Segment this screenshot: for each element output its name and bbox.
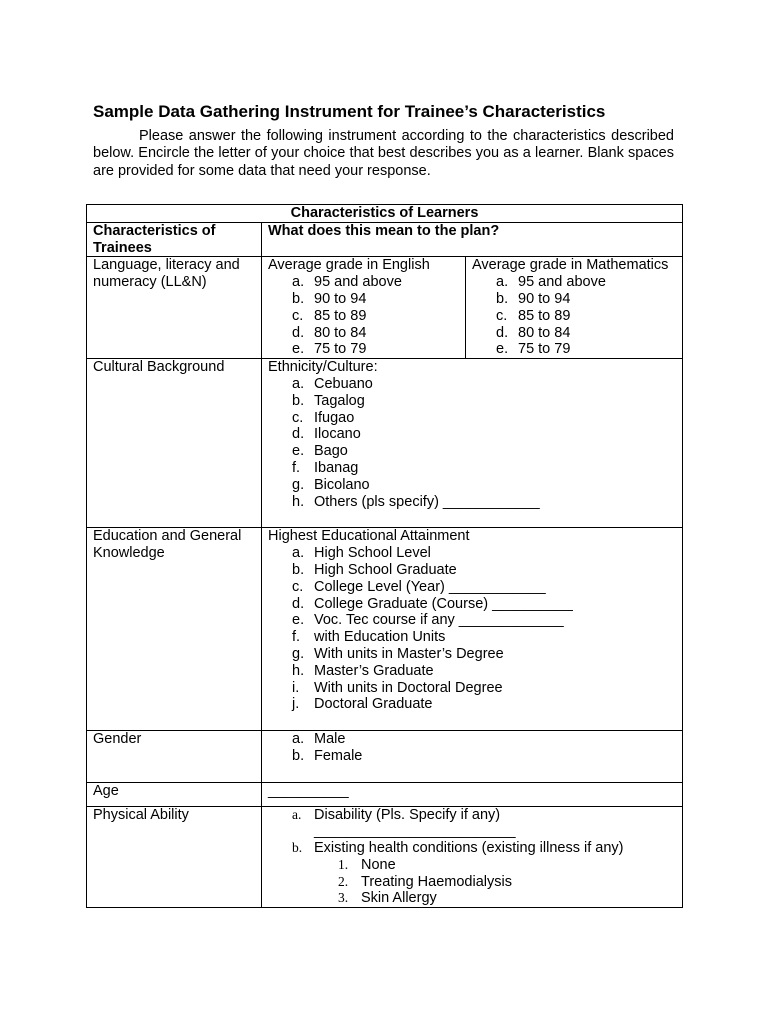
- list-item: [268, 748, 676, 765]
- list-item: [472, 291, 676, 308]
- option-letter: e.: [496, 341, 509, 358]
- option-text: Treating Haemodialysis: [361, 873, 512, 890]
- option-letter: d.: [292, 324, 305, 341]
- option-letter: i.: [292, 679, 300, 696]
- option-letter: b.: [292, 747, 305, 764]
- option-letter: a.: [292, 731, 305, 748]
- list-item: [268, 562, 676, 579]
- option-text: 85 to 89: [314, 307, 367, 324]
- math-grade-options: [472, 274, 676, 358]
- list-item: [268, 696, 676, 713]
- option-text: With units in Doctoral Degree: [314, 679, 503, 696]
- education-options: [268, 545, 676, 713]
- health-condition-options: [268, 857, 676, 907]
- list-item: [472, 341, 676, 358]
- option-letter: d.: [292, 426, 305, 443]
- header-plan-meaning: What does this mean to the plan?: [262, 222, 683, 257]
- option-letter: a.: [292, 806, 302, 822]
- option-text: College Level (Year) ____________: [314, 578, 546, 595]
- list-item: [268, 325, 459, 342]
- document-title: Sample Data Gathering Instrument for Trainee’s Characteristics: [93, 102, 606, 121]
- option-text: High School Graduate: [314, 561, 457, 578]
- option-letter: a.: [496, 274, 509, 291]
- list-item: [268, 477, 676, 494]
- option-text: Ilocano: [314, 426, 361, 443]
- option-text: Bicolano: [314, 476, 370, 493]
- option-text: Doctoral Graduate: [314, 696, 433, 713]
- age-blank: __________: [268, 782, 349, 799]
- instructions-paragraph: Please answer the following instrument according to the characteristics described below. Encircle the letter of your choice that best describes you as a learner. Blank spaces are provided for some data that need your response.: [93, 128, 674, 179]
- math-grade-column: [466, 257, 682, 358]
- option-letter: 2.: [338, 873, 349, 889]
- list-item: [268, 274, 459, 291]
- list-item: [472, 274, 676, 291]
- math-grade-title: Average grade in Mathematics: [472, 257, 669, 274]
- list-item: [268, 596, 676, 613]
- list-item: [268, 308, 459, 325]
- list-item: [268, 731, 676, 748]
- list-item: [472, 308, 676, 325]
- option-text: 75 to 79: [518, 341, 571, 358]
- option-letter: e.: [292, 341, 305, 358]
- list-item: [268, 663, 676, 680]
- option-letter: c.: [292, 307, 304, 324]
- option-letter: c.: [292, 578, 304, 595]
- list-item: [268, 393, 676, 410]
- option-text: 95 and above: [314, 274, 402, 291]
- list-item: [268, 612, 676, 629]
- culture-title: Ethnicity/Culture:: [268, 359, 378, 376]
- option-letter: g.: [292, 476, 305, 493]
- option-text: None: [361, 856, 396, 873]
- list-item: [268, 545, 676, 562]
- table-row-culture: [87, 359, 683, 528]
- physical-response-cell: [262, 806, 683, 908]
- option-letter: a.: [292, 545, 305, 562]
- list-item: [268, 376, 676, 393]
- option-text: 75 to 79: [314, 341, 367, 358]
- option-letter: b.: [496, 290, 509, 307]
- option-text: Existing health conditions (existing illness if any): [314, 840, 624, 857]
- row-label-culture: Cultural Background: [87, 359, 262, 528]
- education-response-cell: [262, 528, 683, 731]
- physical-option-b: [268, 840, 676, 857]
- gender-response-cell: [262, 731, 683, 783]
- list-item: [268, 494, 676, 511]
- option-text: Disability (Pls. Specify if any): [314, 806, 501, 823]
- row-label-physical: Physical Ability: [87, 806, 262, 908]
- option-text: 90 to 94: [314, 290, 367, 307]
- gender-options: [268, 731, 676, 765]
- option-text: Cebuano: [314, 375, 373, 392]
- age-response-cell: [262, 782, 683, 806]
- list-item: [268, 291, 459, 308]
- option-letter: a.: [292, 274, 305, 291]
- option-text: Ibanag: [314, 459, 359, 476]
- table-row-age: [87, 782, 683, 806]
- row-label-education: Education and General Knowledge: [87, 528, 262, 731]
- row-label-age: Age: [87, 782, 262, 806]
- list-item: [268, 840, 676, 857]
- table-caption: Characteristics of Learners: [87, 205, 683, 223]
- table-row-gender: [87, 731, 683, 783]
- option-text: Ifugao: [314, 409, 355, 426]
- option-letter: e.: [292, 443, 305, 460]
- list-item: [268, 890, 676, 907]
- option-letter: f.: [292, 459, 301, 476]
- option-text: Bago: [314, 443, 348, 460]
- list-item: [268, 874, 676, 891]
- option-letter: j.: [292, 696, 300, 713]
- option-letter: b.: [292, 561, 305, 578]
- option-text: 85 to 89: [518, 307, 571, 324]
- characteristics-table: [86, 204, 683, 908]
- option-letter: c.: [292, 409, 304, 426]
- option-letter: b.: [292, 392, 305, 409]
- list-item: [268, 629, 676, 646]
- option-text: Voc. Tec course if any _____________: [314, 612, 564, 629]
- option-letter: h.: [292, 662, 305, 679]
- table-row-education: [87, 528, 683, 731]
- option-text: Female: [314, 747, 363, 764]
- option-text: Master’s Graduate: [314, 662, 434, 679]
- option-text: High School Level: [314, 545, 431, 562]
- option-letter: a.: [292, 375, 305, 392]
- disability-blank: _________________________: [314, 823, 516, 840]
- option-text: 80 to 84: [518, 324, 571, 341]
- option-text: With units in Master’s Degree: [314, 645, 504, 662]
- option-text: Tagalog: [314, 392, 365, 409]
- english-grade-title: Average grade in English: [268, 257, 430, 274]
- option-letter: b.: [292, 290, 305, 307]
- physical-option-a: [268, 807, 676, 824]
- list-item: [268, 646, 676, 663]
- option-text: College Graduate (Course) __________: [314, 595, 573, 612]
- option-letter: g.: [292, 645, 305, 662]
- culture-options: [268, 376, 676, 510]
- option-text: 80 to 84: [314, 324, 367, 341]
- list-item: [268, 807, 676, 824]
- option-letter: d.: [292, 595, 305, 612]
- option-letter: c.: [496, 307, 508, 324]
- english-grade-column: [262, 257, 466, 358]
- table-caption-row: [87, 205, 683, 223]
- culture-response-cell: [262, 359, 683, 528]
- option-letter: b.: [292, 840, 303, 856]
- option-letter: f.: [292, 629, 301, 646]
- list-item: [472, 325, 676, 342]
- option-letter: 3.: [338, 890, 349, 906]
- option-text: Skin Allergy: [361, 890, 437, 907]
- option-letter: e.: [292, 612, 305, 629]
- list-item: [268, 680, 676, 697]
- english-grade-options: [268, 274, 459, 358]
- table-header-row: [87, 222, 683, 257]
- option-text: Others (pls specify) ____________: [314, 493, 540, 510]
- option-text: Male: [314, 731, 346, 748]
- lln-response-cell: [262, 257, 683, 359]
- table-row-physical: [87, 806, 683, 908]
- list-item: [268, 460, 676, 477]
- header-characteristics: Characteristics of Trainees: [87, 222, 262, 257]
- option-text: 90 to 94: [518, 290, 571, 307]
- list-item: [268, 443, 676, 460]
- table-row-lln: [87, 257, 683, 359]
- list-item: [268, 426, 676, 443]
- option-letter: d.: [496, 324, 509, 341]
- list-item: [268, 341, 459, 358]
- list-item: [268, 857, 676, 874]
- list-item: [268, 410, 676, 427]
- option-letter: h.: [292, 493, 305, 510]
- option-text: 95 and above: [518, 274, 606, 291]
- row-label-lln: Language, literacy and numeracy (LL&N): [87, 257, 262, 359]
- option-letter: 1.: [338, 856, 349, 872]
- education-title: Highest Educational Attainment: [268, 528, 470, 545]
- list-item: [268, 579, 676, 596]
- row-label-gender: Gender: [87, 731, 262, 783]
- option-text: with Education Units: [314, 629, 446, 646]
